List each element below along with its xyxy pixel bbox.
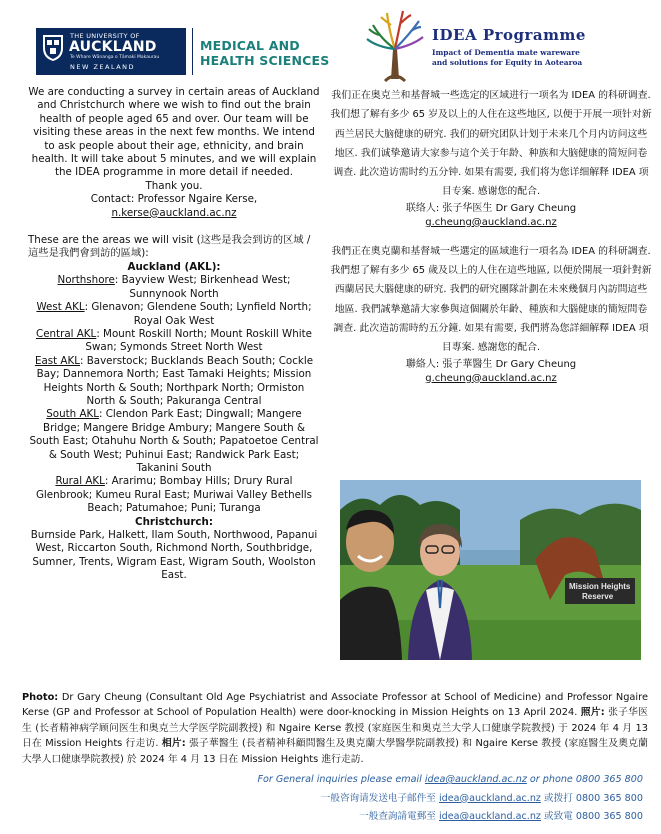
auckland-title: Auckland (AKL): xyxy=(127,260,221,273)
footer-sc-suffix: 或拨打 0800 365 800 xyxy=(540,792,643,804)
region-northshore xyxy=(28,274,320,301)
english-column xyxy=(28,86,320,583)
logo-line-2: AUCKLAND xyxy=(69,39,157,55)
footer-email-link-tc[interactable]: idea@auckland.ac.nz xyxy=(438,811,541,823)
logo-line-4: NEW ZEALAND xyxy=(70,63,136,71)
caption-label-simplified: 照片: xyxy=(580,707,605,719)
english-thanks: Thank you. xyxy=(145,179,203,192)
region-suburbs: : Mount Roskill North; Mount Roskill White Swan; Symonds Street North West xyxy=(85,327,312,354)
faculty-line-2: HEALTH SCIENCES xyxy=(200,53,330,68)
photo-caption xyxy=(22,690,648,767)
footer-tc-suffix: 或致電 0800 365 800 xyxy=(540,811,643,823)
photo-researchers-mission-heights xyxy=(340,480,641,660)
chinese-column xyxy=(330,86,652,386)
caption-label-traditional: 相片: xyxy=(161,738,186,750)
region-suburbs: : Glenavon; Glendene South; Lynfield North; Royal Oak West xyxy=(84,301,312,327)
footer-en-suffix: or phone 0800 365 800 xyxy=(526,774,643,785)
traditional-chinese-contact: 聯絡人: 張子華醫生 Dr Gary Cheung xyxy=(405,358,577,370)
region-name: West AKL xyxy=(36,301,85,314)
christchurch-suburbs: Burnside Park, Halkett, Ilam South, Northwood, Papanui West, Riccarton South, Richmond North, Southbridge, Sumner, Trents, Wigram East, Wigram South, Woolston East. xyxy=(30,529,318,582)
traditional-email-wrap xyxy=(330,372,652,386)
contact-email-link[interactable]: n.kerse@auckland.ac.nz xyxy=(111,206,237,219)
footer-simplified xyxy=(257,790,643,809)
caption-traditional: 張子華醫生 (長者精神科顧問醫生及奧克蘭大學醫學院副教授) 和 Ngaire Kerse 教授 (家庭醫生及奧克蘭大學人口健康學院教授) 於 2024 年 4 月 13 日在 Mission Heights 進行走訪. xyxy=(22,738,648,765)
logo-line-3: Te Whare Wānanga o Tāmaki Makaurau xyxy=(70,55,160,60)
footer-traditional xyxy=(257,808,643,827)
faculty-name xyxy=(200,38,329,68)
christchurch-title: Christchurch: xyxy=(135,515,213,528)
idea-programme-subtitle xyxy=(432,48,582,68)
region-name: South AKL xyxy=(46,408,99,421)
english-contact-email-wrap xyxy=(28,207,320,220)
faculty-line-1: MEDICAL AND xyxy=(200,38,300,53)
simplified-contact-email-link[interactable]: g.cheung@auckland.ac.nz xyxy=(425,216,557,228)
simplified-chinese-body: 我们正在奥克兰和基督城一些选定的区域进行一项名为 IDEA 的科研调查. 我们想了解有多少 65 岁及以上的人住在这些地区, 以便于开展一项针对新西兰居民大脑健康的研究. 我们的研究团队计划于未来几个月内访问这些地区. 我们诚挚邀请大家参与這个关于年龄、种族和大脑健康的简短问卷调查. 此次造访需时约五分钟. 如果有需要, 我们将为您详细解释 IDEA 项目专案. 感谢您的配合. xyxy=(330,90,652,198)
region-name: East AKL xyxy=(34,354,80,367)
idea-programme-title: IDEA Programme xyxy=(432,26,586,44)
university-of-auckland-logo xyxy=(36,28,186,75)
university-crest-icon xyxy=(42,34,64,62)
footer-inquiries xyxy=(257,771,643,827)
photo-illustration xyxy=(340,480,641,660)
caption-simplified: 张子华医生 (长者精神病学顾问医生和奥克兰大学医学院副教授) 和 Ngaire Kerse 教授 (家庭医生和奥克兰大学人口健康学院教授) 于 2024 年 4 月 13 日在 Mission Heights 行走访. xyxy=(22,707,648,750)
sign-line-2: Reserve xyxy=(582,592,614,601)
region-rural-akl xyxy=(28,475,320,515)
region-central-akl xyxy=(28,328,320,355)
areas-list xyxy=(28,261,320,583)
header-divider xyxy=(192,28,193,75)
footer-email-link-en[interactable]: idea@auckland.ac.nz xyxy=(424,774,527,785)
region-suburbs: : Bayview West; Birkenhead West; Sunnynook North xyxy=(114,274,291,300)
caption-label-english: Photo: xyxy=(22,692,59,703)
region-west-akl xyxy=(28,301,320,328)
region-suburbs: : Ararimu; Bombay Hills; Drury Rural Glenbrook; Kumeu Rural East; Muriwai Valley Bethells Beach; Patumahoe; Puni; Turanga xyxy=(35,475,313,515)
traditional-chinese-body: 我們正在奧克蘭和基督城一些選定的區域進行一項名為 IDEA 的科研調查. 我們想了解有多少 65 歲及以上的人住在這些地區, 以便於開展一項針對新西蘭居民大腦健康的研究. 我們的研究團隊計劃在未來幾個月內訪問這些地區. 我們誠摯邀請大家參與這個關於年齡、種族和大腦健康的簡短問卷調查. 此次造訪需時約五分鐘. 如果有需要, 我們將為您詳細解釋 IDEA 項目專案. 感謝您的配合. xyxy=(330,245,652,354)
region-suburbs: : Clendon Park East; Dingwall; Mangere Bridge; Mangere Bridge Ambury; Mangere South & South East; Otahuhu North & South; Papatoetoe Central & South West; Puhinui East; Randwick Park East; Takanini South xyxy=(29,408,319,474)
header xyxy=(0,0,661,86)
region-east-akl xyxy=(28,355,320,409)
footer-english xyxy=(257,771,643,790)
logo-line-1: THE UNIVERSITY OF xyxy=(70,32,140,40)
region-suburbs: : Baverstock; Bucklands Beach South; Cockle Bay; Dannemora North; East Tamaki Heights; Mission Heights North & South; Northpark North; Ormiston North & South; Pakuranga Central xyxy=(36,354,314,407)
english-contact: Contact: Professor Ngaire Kerse, xyxy=(90,193,258,206)
traditional-contact-email-link[interactable]: g.cheung@auckland.ac.nz xyxy=(425,372,557,384)
idea-subtitle-line-2: and solutions for Equity in Aotearoa xyxy=(432,58,583,67)
brain-tree-logo-icon xyxy=(363,5,427,83)
caption-english: Dr Gary Cheung (Consultant Old Age Psychiatrist and Associate Professor at School of Medicine) and Professor Ngaire Kerse (GP and Professor at School of Population Health) were door-knocking in Mission Heights on 13 April 2024. xyxy=(22,692,648,719)
areas-intro: These are the areas we will visit (这些是我会到访的区域 /這些是我們會到訪的區域): xyxy=(28,234,311,260)
spacer xyxy=(330,230,652,242)
region-name: Northshore xyxy=(57,274,115,287)
english-intro: We are conducting a survey in certain areas of Auckland and Christchurch where we wish to find out the brain health of people aged 65 and over. Our team will be visiting these areas in the next few months. We intend to ask people about their age, ethnicity, and brain health. It will take about 5 minutes, and we will explain the IDEA programme in more detail if needed. xyxy=(28,86,320,179)
simplified-chinese-contact: 联络人: 张子华医生 Dr Gary Cheung xyxy=(405,202,577,214)
footer-sc-prefix: 一般咨询请发送电子邮件至 xyxy=(320,792,439,804)
footer-en-prefix: For General inquiries please email xyxy=(257,774,425,785)
footer-email-link-sc[interactable]: idea@auckland.ac.nz xyxy=(438,792,541,804)
region-south-akl xyxy=(28,408,320,475)
region-name: Central AKL xyxy=(36,327,97,340)
region-name: Rural AKL xyxy=(55,475,105,488)
sign-line-1: Mission Heights xyxy=(569,582,631,591)
footer-tc-prefix: 一般查詢請電郵至 xyxy=(359,811,439,823)
idea-subtitle-line-1: Impact of Dementia mate wareware xyxy=(432,48,580,57)
simplified-email-wrap xyxy=(330,216,652,230)
